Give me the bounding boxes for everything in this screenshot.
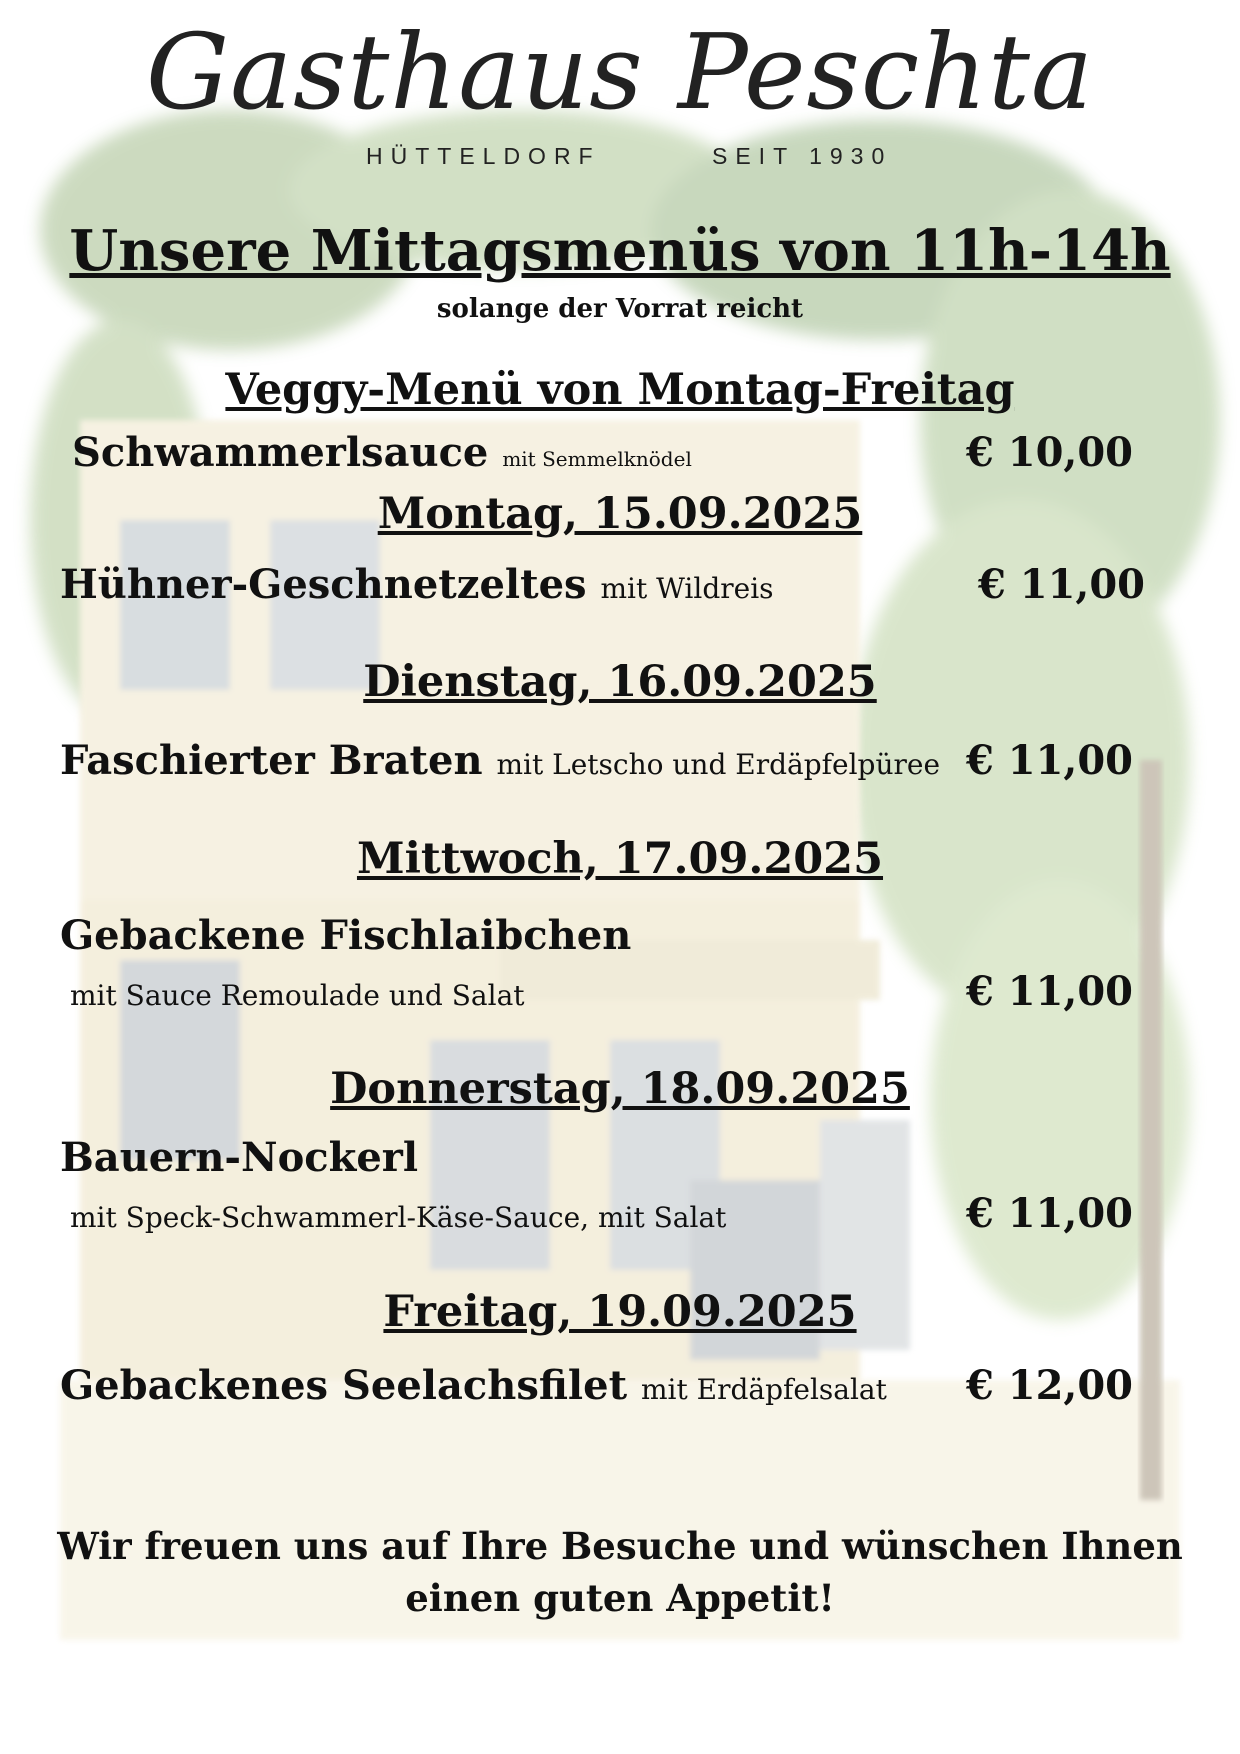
price-mittwoch: € 11,00	[966, 968, 1134, 1015]
day-heading-freitag: Freitag, 19.09.2025	[383, 1287, 857, 1337]
day-heading-mittwoch: Mittwoch, 17.09.2025	[356, 834, 884, 884]
veggy-dish	[72, 428, 692, 484]
restaurant-logo: Gasthaus Peschta	[146, 11, 1094, 133]
veggy-price: € 10,00	[966, 429, 1134, 476]
dish-name: Gebackenes Seelachsfilet	[60, 1362, 628, 1409]
dish-montag	[60, 560, 774, 614]
closing-line-1: Wir freuen uns auf Ihre Besuche und wünschen Ihnen	[57, 1524, 1183, 1568]
closing-line-2: einen guten Appetit!	[405, 1576, 835, 1620]
price-donnerstag: € 11,00	[966, 1190, 1134, 1237]
day-heading-dienstag: Dienstag, 16.09.2025	[363, 657, 877, 707]
dish-name: Schwammerlsauce	[72, 429, 489, 476]
logo-since: SEIT 1930	[712, 143, 893, 169]
menu-title: Unsere Mittagsmenüs von 11h-14h	[69, 218, 1171, 284]
veggy-heading: Veggy-Menü von Montag-Freitag	[225, 365, 1015, 415]
dish-name: Hühner-Geschnetzeltes	[60, 561, 587, 608]
dish-side-mittwoch: mit Sauce Remoulade und Salat	[70, 979, 525, 1012]
dish-side-donnerstag: mit Speck-Schwammerl-Käse-Sauce, mit Salat	[70, 1201, 727, 1234]
menu-note: solange der Vorrat reicht	[436, 294, 804, 324]
price-montag: € 11,00	[978, 561, 1146, 608]
dish-dienstag	[60, 736, 940, 790]
closing-message	[0, 1520, 1240, 1624]
logo-location: HÜTTELDORF	[366, 143, 601, 169]
dish-donnerstag: Bauern-Nockerl	[60, 1134, 419, 1181]
dish-side: mit Wildreis	[600, 572, 774, 605]
dish-name: Faschierter Braten	[60, 737, 483, 784]
price-freitag: € 12,00	[966, 1362, 1134, 1409]
dish-side: mit Erdäpfelsalat	[641, 1373, 887, 1406]
dish-freitag	[60, 1361, 887, 1415]
dish-side: mit Semmelknödel	[502, 447, 692, 471]
dish-mittwoch: Gebackene Fischlaibchen	[60, 912, 632, 959]
price-dienstag: € 11,00	[966, 737, 1134, 784]
dish-side: mit Letscho und Erdäpfelpüree	[496, 748, 941, 781]
day-heading-montag: Montag, 15.09.2025	[377, 489, 863, 539]
day-heading-donnerstag: Donnerstag, 18.09.2025	[330, 1064, 910, 1114]
